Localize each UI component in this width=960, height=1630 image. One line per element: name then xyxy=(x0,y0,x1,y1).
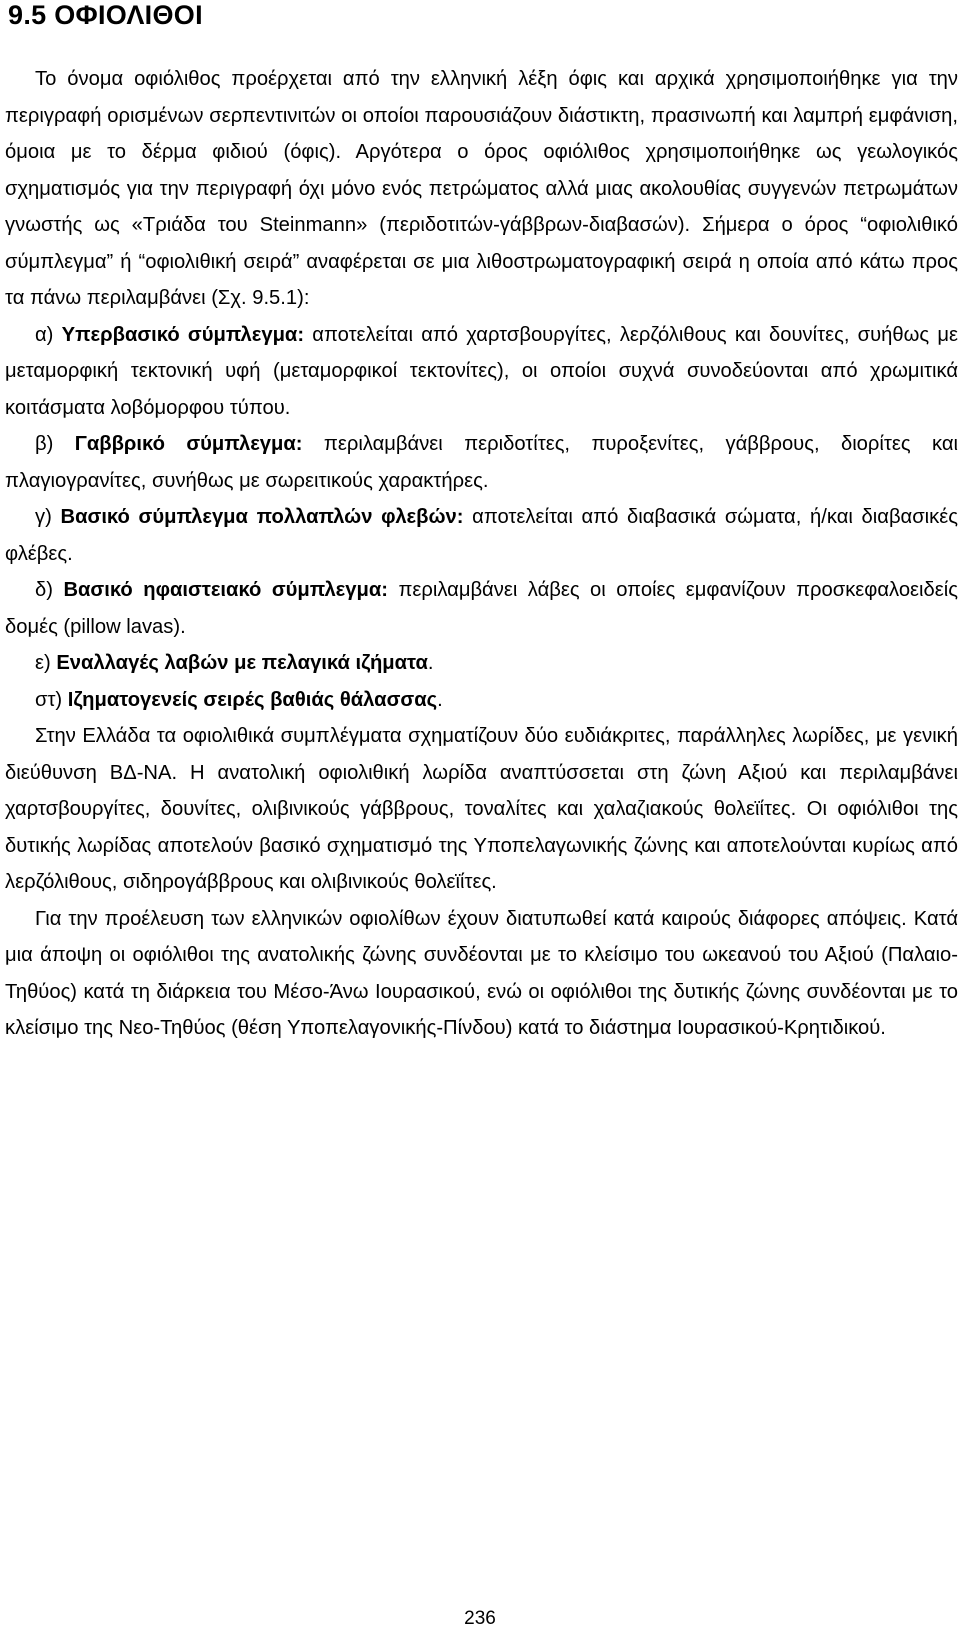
list-item-epsilon xyxy=(5,645,958,682)
list-item-gamma xyxy=(5,499,958,572)
item-prefix: δ) xyxy=(35,579,64,601)
item-prefix: ε) xyxy=(35,652,57,674)
list-item-alpha xyxy=(5,317,958,427)
item-term: Βασικό ηφαιστειακό σύμπλεγμα: xyxy=(63,579,388,601)
item-term: Ιζηματογενείς σειρές βαθιάς θάλασσας xyxy=(67,688,438,711)
item-text: περιλαμβάνει λάβες οι οποίες εμφανίζουν προσκεφαλοειδείς δομές (pillow lavas). xyxy=(5,579,958,638)
greece-paragraph: Στην Ελλάδα τα οφιολιθικά συμπλέγματα σχηματίζουν δύο ευδιάκριτες, παράλληλες λωρίδες, με γενική διεύθυνση ΒΔ-ΝΑ. Η ανατολική οφιολιθική λωρίδα αναπτύσσεται στη ζώνη Αξιού και περιλαμβάνει χαρτσβουργίτες, δουνίτες, ολιβινικούς γάββρους, τοναλίτες και χαλαζιακούς θολεϊίτες. Οι οφιόλιθοι της δυτικής λωρίδας αποτελούν βασικό σχηματισμό της Υποπελαγωνικής ζώνης και αποτελούνται κυρίως από λερζόλιθους, σιδηρογάββρους και ολιβινικούς θολεϊίτες. xyxy=(5,725,958,893)
item-prefix: στ) xyxy=(35,688,68,711)
list-item-stigma xyxy=(5,682,958,719)
item-text: αποτελείται από διαβασικά σώματα, ή/και διαβασικές φλέβες. xyxy=(5,506,958,565)
item-text: . xyxy=(427,652,434,674)
item-term: Εναλλαγές λαβών με πελαγικά ιζήματα xyxy=(56,652,428,674)
item-term: Βασικό σύμπλεγμα πολλαπλών φλεβών: xyxy=(60,506,464,528)
item-prefix: β) xyxy=(35,433,75,455)
item-prefix: γ) xyxy=(35,506,61,528)
intro-paragraph: Το όνομα οφιόλιθος προέρχεται από την ελληνική λέξη όφις και αρχικά χρησιμοποιήθηκε για την περιγραφή ορισμένων σερπεντινιτών οι οποίοι παρουσιάζουν διάστικτη, πρασινωπή και λαμπρή εμφάνιση, όμοια με το δέρμα φιδιού (όφις). Αργότερα ο όρος οφιόλιθος χρησιμοποιήθηκε ως γεωλογικός σχηματισμός για την περιγραφή όχι μόνο ενός πετρώματος αλλά μιας ακολουθίας συγγενών πετρωμάτων γνωστής ως «Τριάδα του Steinmann» (περιδοτιτών-γάββρων-διαβασών). Σήμερα ο όρος “οφιολιθικό σύμπλεγμα” ή “οφιολιθική σειρά” αναφέρεται σε μια λιθοστρωματογραφική σειρά η οποία από κάτω προς τα πάνω περιλαμβάνει (Σχ. 9.5.1): xyxy=(5,68,958,309)
item-text: αποτελείται από χαρτσβουργίτες, λερζόλιθους και δουνίτες, συήθως με μεταμορφική τεκτονική υφή (μεταμορφικοί τεκτονίτες), οι οποίοι συχνά συνοδεύονται από χρωμιτικά κοιτάσματα λοβόμορφου τύπου. xyxy=(5,323,958,419)
list-item-delta xyxy=(5,572,958,645)
section-heading: 9.5 ΟΦΙΟΛΙΘΟΙ xyxy=(8,0,203,30)
origin-paragraph: Για την προέλευση των ελληνικών οφιολίθων έχουν διατυπωθεί κατά καιρούς διάφορες απόψεις. Κατά μια άποψη οι οφιόλιθοι της ανατολικής ζώνης συνδέονται με το κλείσιμο του ωκεανού του Αξιού (Παλαιο-Τηθύος) κατά τη διάρκεια του Μέσο-Άνω Ιουρασικού, ενώ οι οφιόλιθοι της δυτικής ζώνης συνδέονται με το κλείσιμο της Νεο-Τηθύος (θέση Υποπελαγονικής-Πίνδου) κατά το διάστημα Ιουρασικού-Κρητιδικού. xyxy=(5,907,958,1039)
item-term: Γαββρικό σύμπλεγμα: xyxy=(74,433,303,455)
item-term: Υπερβασικό σύμπλεγμα: xyxy=(61,323,305,346)
document-body xyxy=(5,61,958,1047)
page-number: 236 xyxy=(464,1608,496,1629)
item-text: περιλαμβάνει περιδοτίτες, πυροξενίτες, γάββρους, διορίτες και πλαγιογρανίτες, συνήθως με σωρειτικούς χαρακτήρες. xyxy=(5,433,958,492)
item-text: . xyxy=(437,688,443,711)
item-prefix: α) xyxy=(35,323,62,346)
list-item-beta xyxy=(5,426,958,499)
